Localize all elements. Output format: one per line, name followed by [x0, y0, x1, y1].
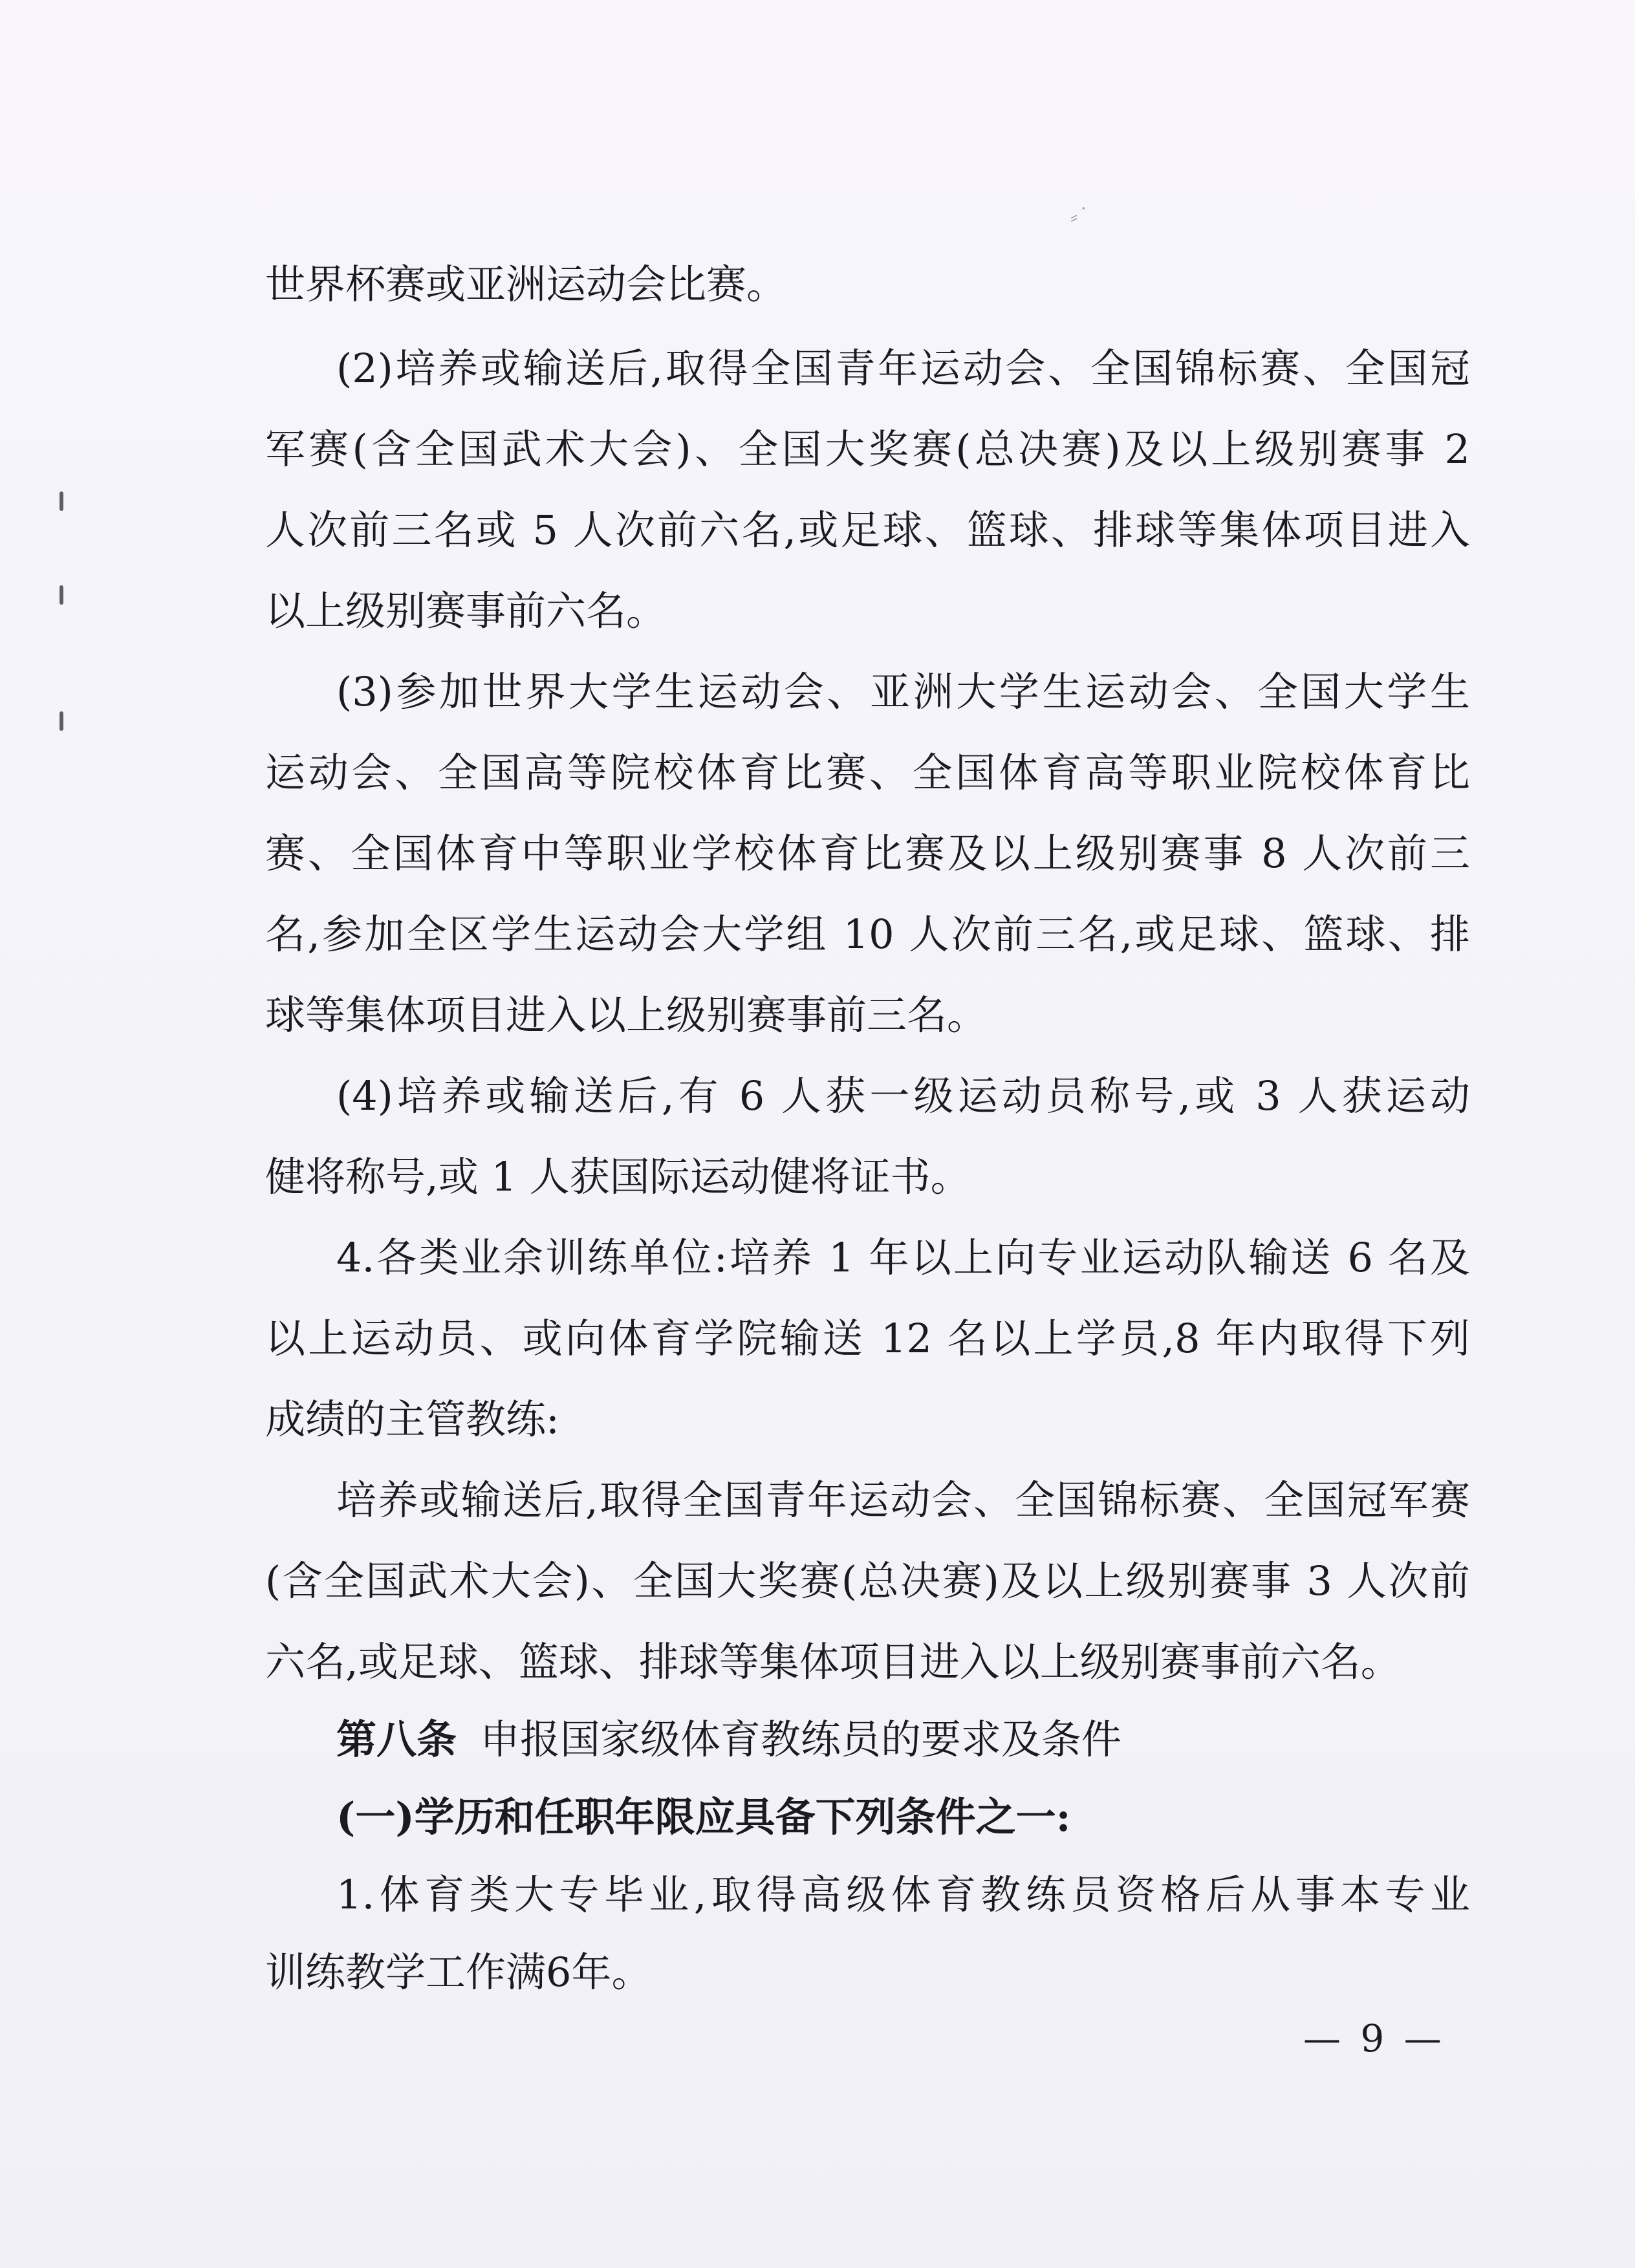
text-line: 1.体育类大专毕业,取得高级体育教练员资格后从事本专业 [336, 1871, 1470, 1918]
text-line: 球等集体项目进入以上级别赛事前三名。 [265, 991, 988, 1039]
section-heading: (一)学历和任职年限应具备下列条件之一: [336, 1793, 1071, 1841]
text-line: 训练教学工作满6年。 [265, 1949, 652, 1996]
scan-mark: ⸗ ͘ [1070, 204, 1085, 230]
text-line: (3)参加世界大学生运动会、亚洲大学生运动会、全国大学生 [336, 668, 1470, 715]
text-line: 六名,或足球、篮球、排球等集体项目进入以上级别赛事前六名。 [265, 1638, 1401, 1685]
binding-hole [60, 585, 63, 605]
text-line: 名,参加全区学生运动会大学组 10 人次前三名,或足球、篮球、排 [265, 911, 1470, 958]
article-heading [336, 1714, 1470, 1766]
article-title: 申报国家级体育教练员的要求及条件 [480, 1716, 1122, 1763]
text-line: 赛、全国体育中等职业学校体育比赛及以上级别赛事 8 人次前三 [265, 830, 1470, 877]
binding-hole [60, 711, 63, 731]
article-label: 第八条 [336, 1716, 457, 1763]
text-line: 运动会、全国高等院校体育比赛、全国体育高等职业院校体育比 [265, 749, 1470, 796]
text-line: (2)培养或输送后,取得全国青年运动会、全国锦标赛、全国冠 [336, 345, 1470, 392]
text-line: 以上级别赛事前六名。 [265, 587, 667, 634]
text-line: (含全国武术大会)、全国大奖赛(总决赛)及以上级别赛事 3 人次前 [265, 1557, 1470, 1604]
text-line: 军赛(含全国武术大会)、全国大奖赛(总决赛)及以上级别赛事 2 [265, 426, 1470, 473]
text-line: 人次前三名或 5 人次前六名,或足球、篮球、排球等集体项目进入 [265, 506, 1470, 554]
binding-hole [60, 491, 63, 511]
text-line: 4.各类业余训练单位:培养 1 年以上向专业运动队输送 6 名及 [336, 1234, 1470, 1281]
text-line: (4)培养或输送后,有 6 人获一级运动员称号,或 3 人获运动 [336, 1072, 1470, 1119]
text-line: 成绩的主管教练: [265, 1396, 559, 1443]
text-line: 健将称号,或 1 人获国际运动健将证书。 [265, 1153, 971, 1200]
page-number: — 9 — [1303, 2016, 1446, 2060]
text-line: 世界杯赛或亚洲运动会比赛。 [265, 261, 787, 308]
text-line: 以上运动员、或向体育学院输送 12 名以上学员,8 年内取得下列 [265, 1315, 1470, 1362]
text-line: 培养或输送后,取得全国青年运动会、全国锦标赛、全国冠军赛 [336, 1476, 1470, 1524]
